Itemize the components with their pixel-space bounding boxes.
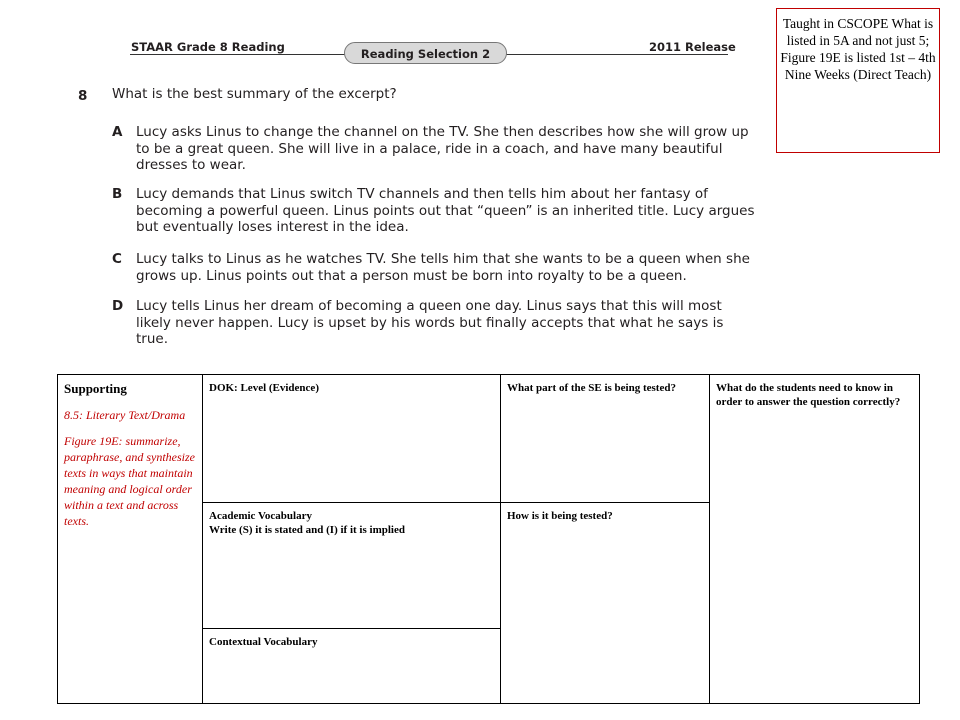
cscope-note-text: Taught in CSCOPE What is listed in 5A and not just 5; Figure 19E is listed 1st – 4th Nine Weeks (Direct Teach) — [780, 16, 936, 82]
contextual-vocab-cell — [202, 628, 501, 704]
standard-cell — [57, 374, 203, 704]
option-text: Lucy asks Linus to change the channel on the TV. She then describes how she will grow up to be a great queen. She will live in a palace, ride in a coach, and have many beautiful dresses to wear. — [136, 124, 749, 173]
test-title: STAAR Grade 8 Reading — [131, 40, 285, 54]
option-text: Lucy talks to Linus as he watches TV. She tells him that she wants to be a queen when she grows up. Linus points out that a person must be born into royalty to be a queen. — [136, 251, 750, 284]
dok-cell — [202, 374, 501, 503]
option-letter: A — [112, 124, 123, 140]
option-letter: C — [112, 251, 122, 267]
analysis-table — [57, 374, 920, 704]
question-number: 8 — [78, 88, 88, 104]
how-tested-label: How is it being tested? — [507, 510, 613, 522]
academic-vocab-label: Academic Vocabulary — [209, 510, 312, 522]
contextual-vocab-label: Contextual Vocabulary — [209, 636, 318, 648]
academic-vocab-cell — [202, 502, 501, 629]
supporting-label: Supporting — [64, 381, 127, 396]
academic-vocab-note: Write (S) it is stated and (I) if it is implied — [209, 524, 405, 536]
students-need-label: What do the students need to know in order to answer the question correctly? — [716, 382, 901, 408]
se-figure-19e: Figure 19E: summarize, paraphrase, and synthesize texts in ways that maintain meaning and logical order within a text and across texts. — [64, 434, 195, 528]
what-part-cell — [500, 374, 710, 503]
option-text: Lucy tells Linus her dream of becoming a queen one day. Linus says that this will most likely never happen. Lucy is upset by his words but finally accepts that what he says is true. — [136, 298, 724, 347]
students-need-cell — [709, 374, 920, 704]
release-label: 2011 Release — [649, 40, 736, 54]
selection-label: Reading Selection 2 — [344, 42, 507, 64]
dok-label: DOK: Level (Evidence) — [209, 382, 319, 394]
cscope-note — [776, 8, 940, 153]
how-tested-cell — [500, 502, 710, 704]
option-text: Lucy demands that Linus switch TV channels and then tells him about her fantasy of becoming a powerful queen. Linus points out that “queen” is an inherited title. Lucy argues but eventually loses interest in the idea. — [136, 186, 755, 235]
option-letter: D — [112, 298, 124, 314]
option-letter: B — [112, 186, 123, 202]
what-part-label: What part of the SE is being tested? — [507, 382, 676, 394]
se-literary-text: 8.5: Literary Text/Drama — [64, 408, 186, 422]
question-text: What is the best summary of the excerpt? — [112, 86, 397, 102]
